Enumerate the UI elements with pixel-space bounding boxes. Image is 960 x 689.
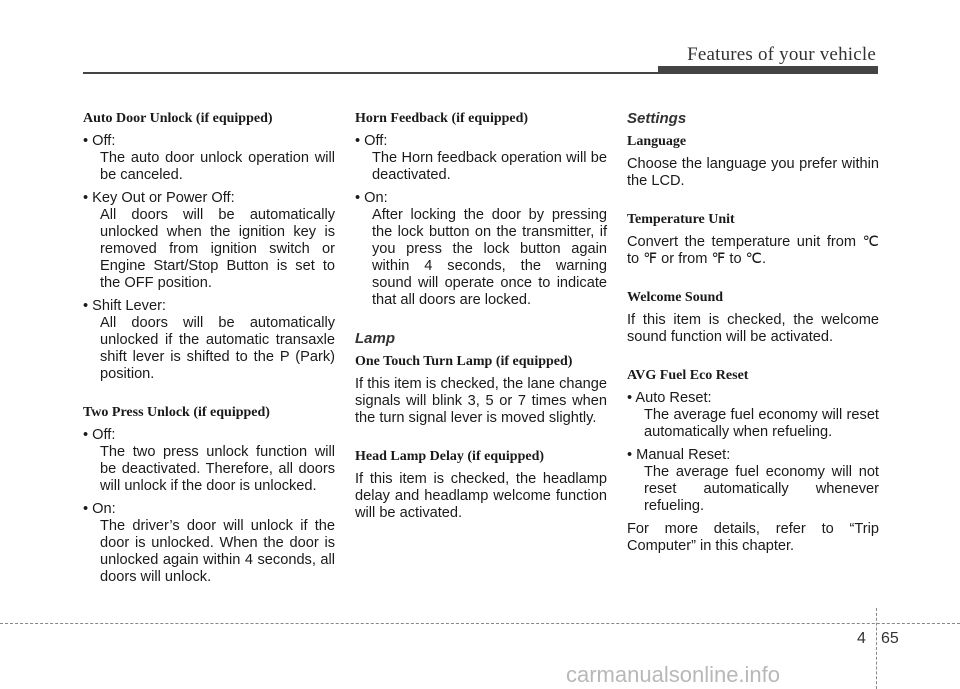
column-right: [627, 110, 879, 555]
heading-horn-feedback: Horn Feedback (if equipped): [355, 111, 529, 126]
header-title: Features of your vehicle: [687, 44, 876, 65]
bullet-label: • Off:: [83, 133, 116, 149]
bullet-text: The average fuel economy will reset automatically when refueling.: [644, 407, 879, 440]
bullet-label: • On:: [355, 190, 388, 206]
heading-temperature-unit: Temperature Unit: [627, 212, 735, 227]
paragraph: For more details, refer to “Trip Computer” in this chapter.: [627, 521, 879, 554]
page-number: 65: [881, 630, 899, 647]
footer-rule: [0, 623, 960, 624]
footer-divider: [876, 608, 877, 689]
paragraph: Choose the language you prefer within the LCD.: [627, 156, 879, 189]
bullet-text: The driver’s door will unlock if the door is unlocked. When the door is unlocked again within 4 seconds, all doors will unlock.: [100, 518, 335, 585]
paragraph: If this item is checked, the welcome sound function will be activated.: [627, 312, 879, 345]
heading-two-press-unlock: Two Press Unlock (if equipped): [83, 405, 270, 420]
heading-welcome-sound: Welcome Sound: [627, 290, 724, 305]
paragraph: If this item is checked, the lane change signals will blink 3, 5 or 7 times when the turn signal lever is moved slightly.: [355, 376, 607, 426]
bullet-label: • Off:: [83, 427, 116, 443]
bullet-text: After locking the door by pressing the lock button on the transmitter, if you press the lock button again within 4 seconds, the warning sound will operate once to indicate that all doors are locked.: [372, 207, 607, 308]
header-rule: [83, 72, 875, 74]
bullet-text: The average fuel economy will not reset automatically whenever refueling.: [644, 464, 879, 514]
bullet-text: The two press unlock function will be deactivated. Therefore, all doors will unlock if the door is unlocked.: [100, 444, 335, 494]
heading-auto-door-unlock: Auto Door Unlock (if equipped): [83, 111, 273, 126]
bullet-text: The Horn feedback operation will be deactivated.: [372, 150, 607, 183]
paragraph: Convert the temperature unit from ℃ to ℉ or from ℉ to ℃.: [627, 234, 879, 267]
bullet-text: The auto door unlock operation will be canceled.: [100, 150, 335, 183]
heading-language: Language: [627, 134, 687, 149]
heading-one-touch-turn-lamp: One Touch Turn Lamp (if equipped): [355, 354, 573, 369]
bullet-text: All doors will be automatically unlocked if the automatic transaxle shift lever is shifted to the P (Park) position.: [100, 315, 335, 382]
bullet-label: • Shift Lever:: [83, 298, 166, 314]
bullet-label: • Off:: [355, 133, 388, 149]
bullet-label: • Manual Reset:: [627, 447, 731, 463]
column-left: [83, 110, 335, 586]
chapter-number: 4: [857, 630, 866, 647]
bullet-label: • Auto Reset:: [627, 390, 712, 406]
paragraph: If this item is checked, the headlamp delay and headlamp welcome function will be activated.: [355, 471, 607, 521]
column-middle: [355, 110, 607, 522]
heading-avg-fuel-eco-reset: AVG Fuel Eco Reset: [627, 368, 749, 383]
bullet-label: • On:: [83, 501, 116, 517]
watermark: carmanualsonline.info: [566, 662, 781, 687]
section-heading-lamp: Lamp: [355, 330, 396, 347]
bullet-label: • Key Out or Power Off:: [83, 190, 235, 206]
heading-head-lamp-delay: Head Lamp Delay (if equipped): [355, 449, 545, 464]
bullet-text: All doors will be automatically unlocked when the ignition key is removed from ignition switch or Engine Start/Stop Button is set to the OFF position.: [100, 207, 335, 291]
section-heading-settings: Settings: [627, 110, 687, 127]
